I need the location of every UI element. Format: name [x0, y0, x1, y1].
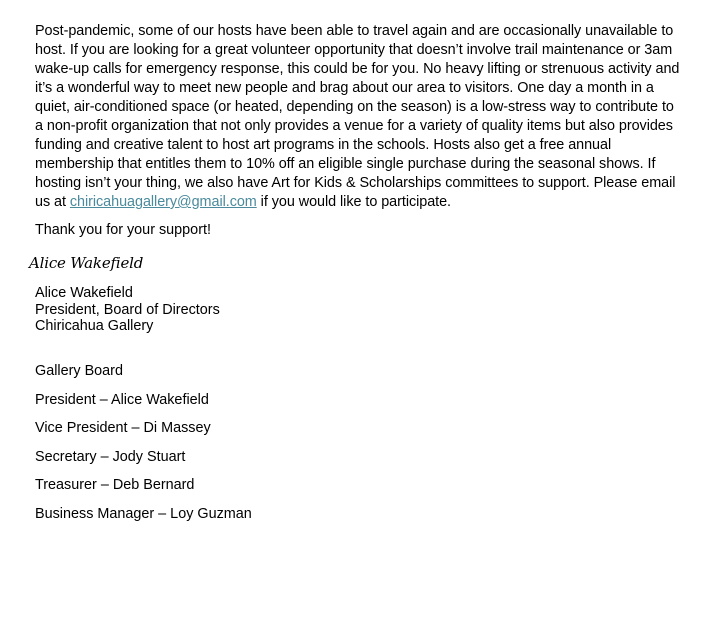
thank-you-line: Thank you for your support! [35, 222, 211, 238]
signer-title: President, Board of Directors [35, 301, 220, 318]
signer-organization: Chiricahua Gallery [35, 318, 154, 334]
board-member: Secretary – Jody Stuart [35, 448, 186, 465]
paragraph-text-end: if you would like to participate. [256, 194, 452, 210]
gallery-board-list [35, 362, 252, 533]
board-member: Vice President – Di Massey [35, 420, 211, 436]
letter-body [35, 22, 685, 240]
board-heading: Gallery Board [35, 363, 123, 379]
main-paragraph [35, 22, 685, 212]
signature-block [35, 285, 220, 335]
handwritten-signature: Alice Wakefield [29, 254, 144, 272]
board-member: Business Manager – Loy Guzman [35, 505, 252, 522]
email-link[interactable]: chiricahuagallery@gmail.com [69, 194, 257, 210]
paragraph-text: Post-pandemic, some of our hosts have been able to travel again and are occasionally unavailable to host. If you are looking for a great volunteer opportunity that doesn’t involve trail maintenance or 3am wake-up calls for emergency response, this could be for you. No heavy lifting or strenuous activity and it’s a wonderful way to meet new people and brag about our area to visitors. One day a month in a quiet, air-conditioned space (or heated, depending on the season) is a low-stress way to contribute to a non-profit organization that not only provides a venue for a variety of quality items but also provides funding and creative talent to host art programs in the schools. Hosts also get a free annual membership that entitles them to 10% off an eligible single purchase during the seasonal shows. If hosting isn’t your thing, we also have Art for Kids & Scholarships committees to support. Please email us at [35, 23, 680, 210]
board-member: President – Alice Wakefield [35, 391, 209, 408]
signer-name: Alice Wakefield [35, 285, 133, 301]
board-member: Treasurer – Deb Bernard [35, 477, 195, 493]
